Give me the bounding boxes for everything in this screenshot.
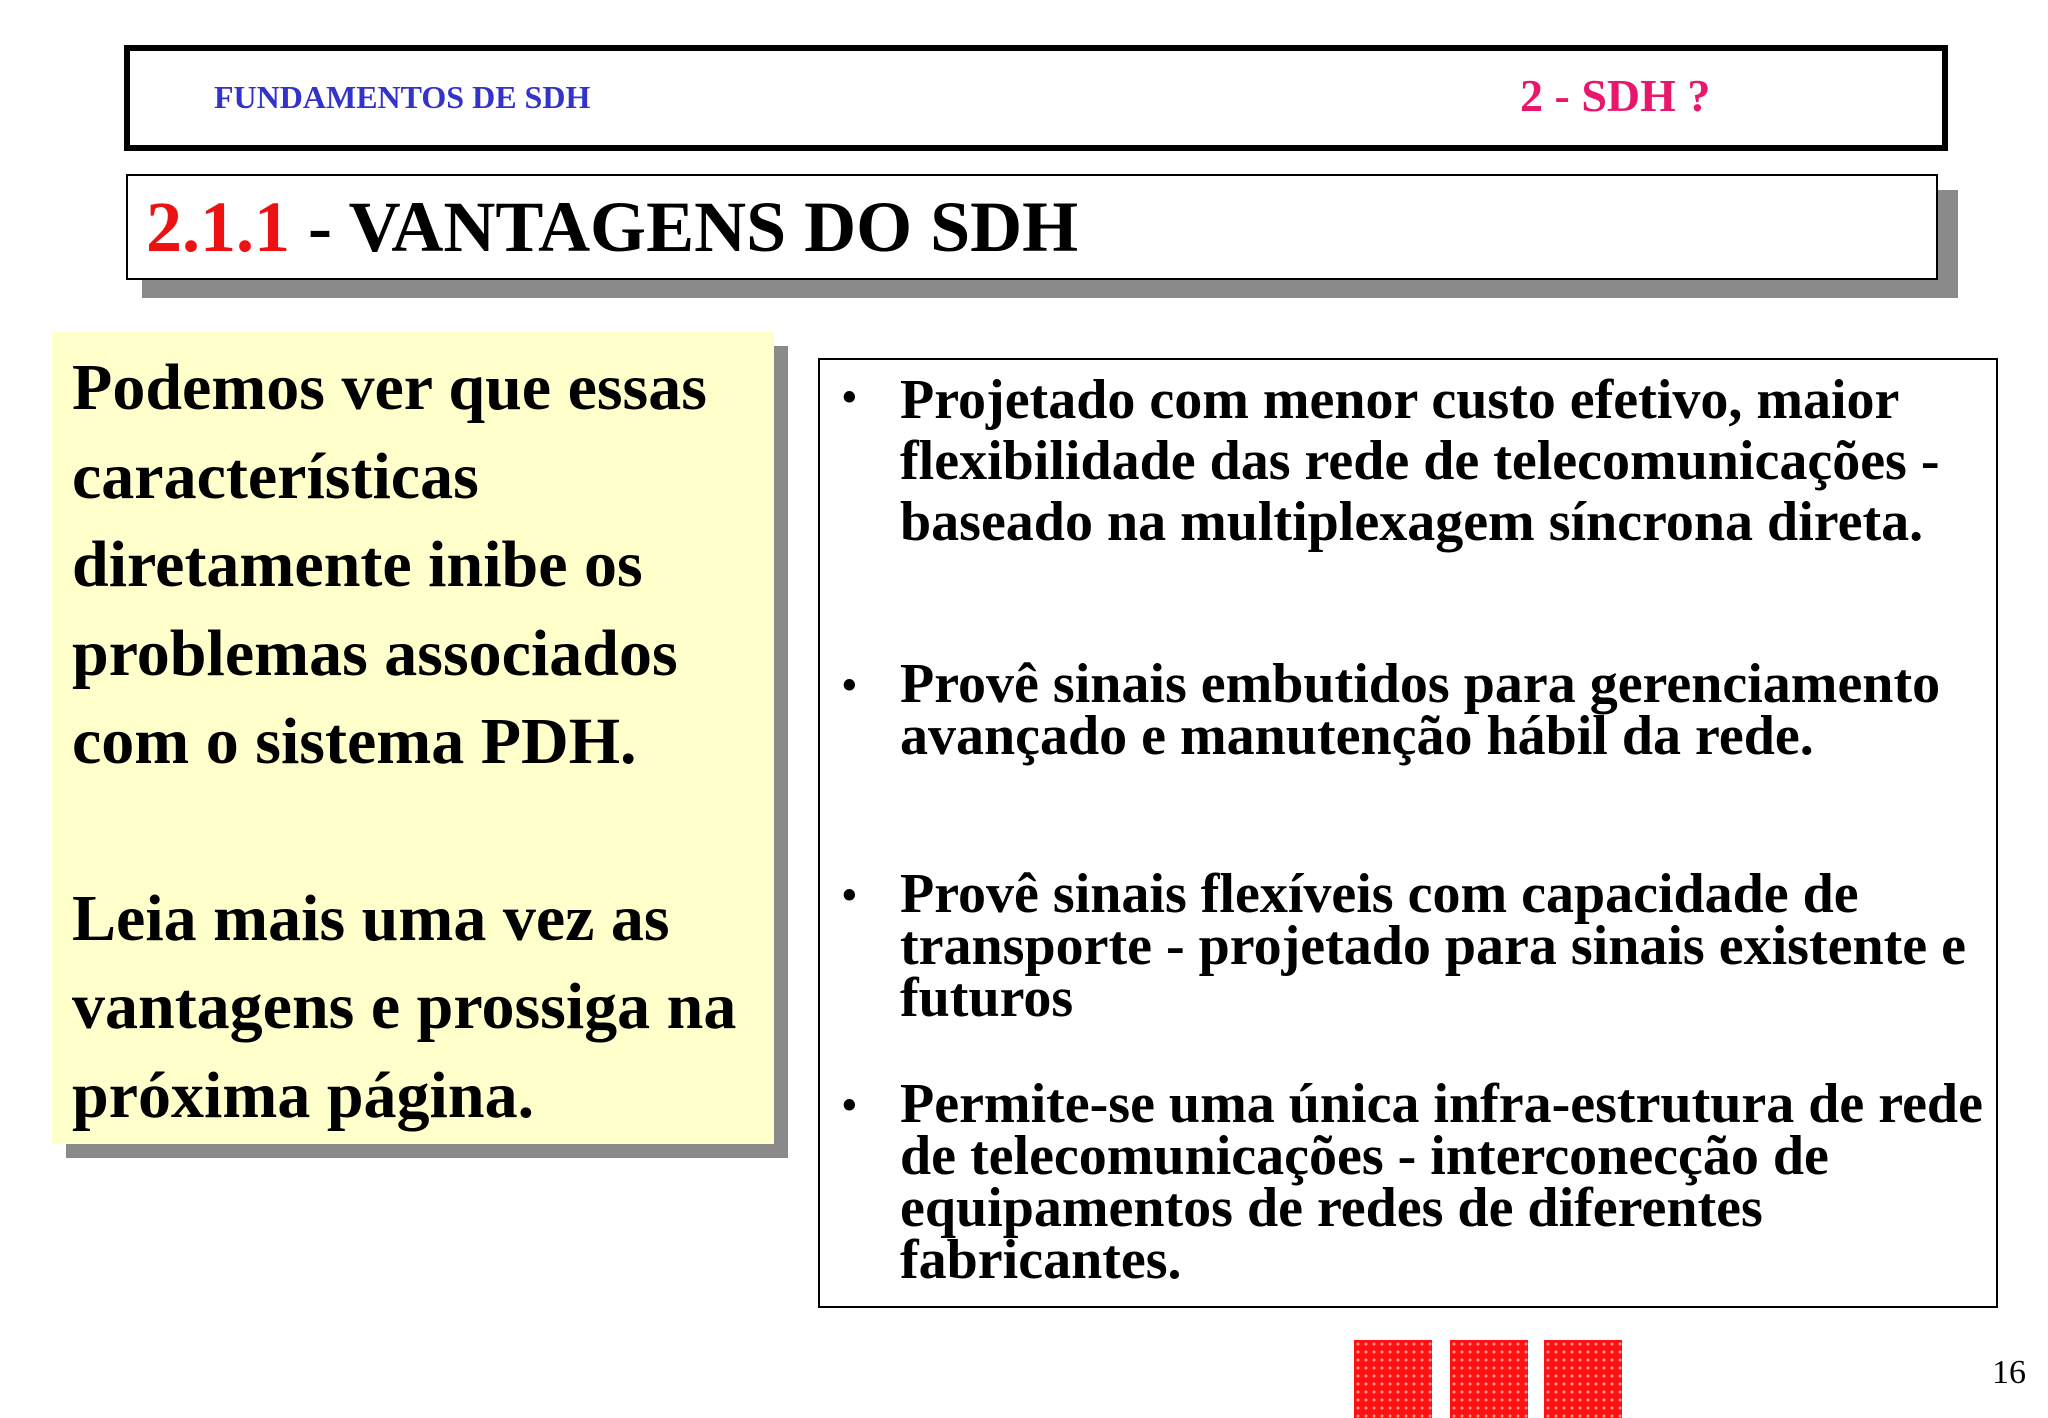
advantages-list: [818, 358, 1998, 1308]
bullet-icon: •: [842, 375, 857, 421]
advantage-text: Permite-se uma única infra-estrutura de rede de telecomunicações - interconecção de equipamentos de redes de diferentes fabricantes.: [900, 1073, 1983, 1291]
bullet-icon: •: [842, 663, 857, 709]
advantage-item: [842, 863, 1992, 1029]
note-box: [52, 332, 774, 1144]
advantage-item: [842, 370, 1992, 553]
header-frame: [124, 45, 1948, 151]
bullet-icon: •: [842, 1083, 857, 1129]
advantage-item: [842, 1073, 1992, 1291]
bullet-icon: •: [842, 873, 857, 919]
note-paragraph-1: Podemos ver que essas características diretamente inibe os problemas associados com o sistema PDH.: [72, 351, 707, 778]
note-text: [72, 344, 772, 1140]
chapter-title: 2 - SDH ?: [1520, 70, 1711, 121]
advantage-text: Provê sinais embutidos para gerenciamento avançado e manutenção hábil da rede.: [900, 653, 1941, 767]
red-square-decoration: [1544, 1340, 1622, 1418]
red-square-decoration: [1450, 1340, 1528, 1418]
section-number: 2.1.1: [146, 187, 290, 267]
advantage-text: Projetado com menor custo efetivo, maior flexibilidade das rede de telecomunicações - baseado na multiplexagem síncrona direta.: [900, 369, 1940, 553]
note-paragraph-2: Leia mais uma vez as vantagens e prossiga na próxima página.: [72, 881, 737, 1132]
advantage-text: Provê sinais flexíveis com capacidade de transporte - projetado para sinais existente e futuros: [900, 863, 1966, 1029]
course-title: FUNDAMENTOS DE SDH: [214, 79, 591, 115]
red-square-decoration: [1354, 1340, 1432, 1418]
page-number: 16: [1992, 1354, 2026, 1391]
section-title-box: [126, 174, 1938, 280]
section-title: [146, 188, 1078, 267]
advantage-item: [842, 653, 1992, 767]
section-title-text: - VANTAGENS DO SDH: [290, 187, 1079, 267]
